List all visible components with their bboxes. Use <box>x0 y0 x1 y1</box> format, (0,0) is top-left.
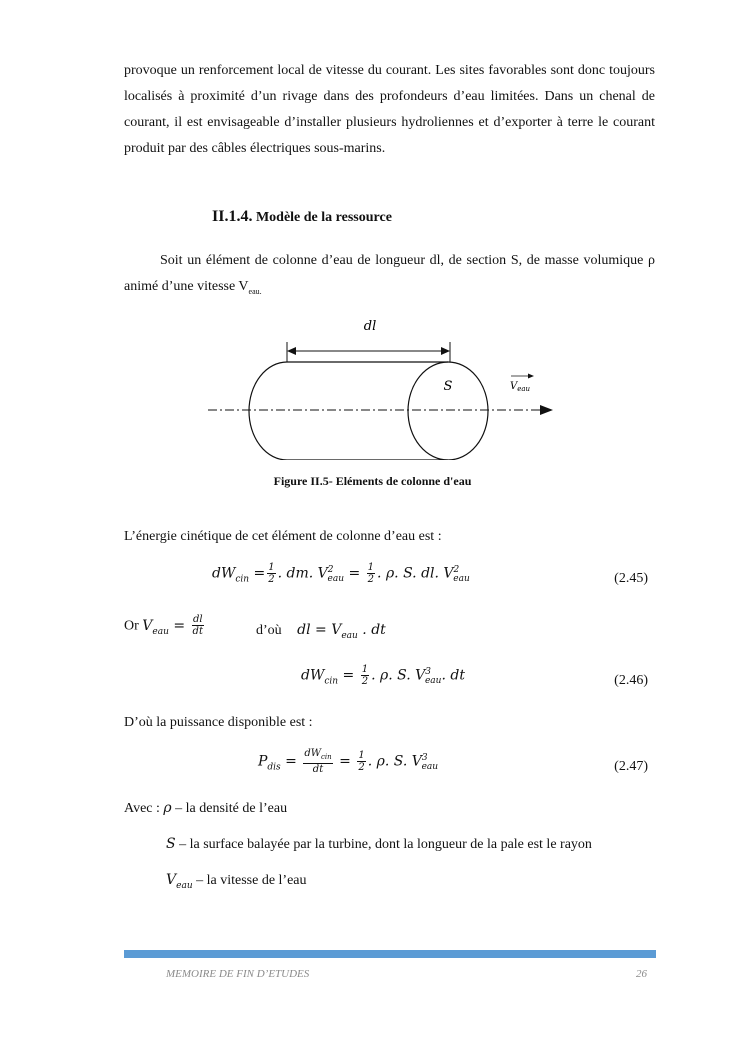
frac-half-1: $\frac{1}{2}$ <box>268 562 275 585</box>
element-paragraph-subscript: eau. <box>248 286 262 296</box>
rho-symbol: ρ <box>163 800 172 816</box>
avec-label: Avec : <box>124 801 160 816</box>
s-symbol: S <box>166 836 176 852</box>
section-title: Modèle de la ressource <box>255 210 392 225</box>
definition-s <box>166 836 592 853</box>
frac-half-2: $\frac{1}{2}$ <box>367 562 375 585</box>
dou-line <box>256 622 386 641</box>
vector-arrow-head <box>528 374 534 379</box>
figure-label-dl: dl <box>363 319 377 334</box>
equation-2-46: $dW_{cin}$ = $\frac{1}{2}$ . ρ. S. $V^3_{eau}$. dt <box>301 664 465 687</box>
flow-axis-arrow <box>540 405 553 415</box>
s-text: – la surface balayée par la turbine, dont la longueur de la pale est le rayon <box>179 837 592 852</box>
equation-2-47: $P_{dis}$ = $\frac{dW_{cin}}{dt}$ = $\frac{1}{2}$ . ρ. S. $V^3_{eau}$ <box>258 748 439 775</box>
element-paragraph-text: Soit un élément de colonne d’eau de longueur dl, de section S, de masse volumique ρ animé d’une vitesse V <box>124 253 655 294</box>
cylinder-left-end <box>249 362 448 460</box>
cylinder-section-ellipse <box>408 362 488 460</box>
or-line <box>124 614 206 637</box>
definition-rho <box>124 800 287 817</box>
frac-half-4: $\frac{1}{2}$ <box>358 750 365 773</box>
cylinder-top-edge <box>287 362 450 460</box>
footer-page-number: 26 <box>636 968 647 980</box>
frac-half-3: $\frac{1}{2}$ <box>361 664 369 687</box>
power-intro: D’où la puissance disponible est : <box>124 715 313 730</box>
equation-2-45: $dW_{cin}$ = $\frac{1}{2}$ . dm. $V^2_{eau}$ = $\frac{1}{2}$ . ρ. S. dl. $V^2_{eau}$ <box>212 562 470 585</box>
v-symbol: $V_{eau}$ <box>166 872 193 891</box>
equation-number-2-46: (2.46) <box>614 673 648 688</box>
section-number: II.1.4. <box>212 208 253 225</box>
rho-text: – la densité de l’eau <box>175 801 288 816</box>
velocity-definition: $V_{eau}$ = $\frac{dl}{dt}$ <box>142 614 203 637</box>
footer-bar <box>124 950 656 958</box>
frac-dl-dt: $\frac{dl}{dt}$ <box>192 614 203 637</box>
definition-v <box>166 872 307 891</box>
dl-definition: dl = $V_{eau}$ . dt <box>297 622 386 641</box>
energy-intro: L’énergie cinétique de cet élément de colonne d’eau est : <box>124 529 442 544</box>
figure-caption: Figure II.5- Eléments de colonne d'eau <box>273 474 472 488</box>
section-heading <box>212 208 392 226</box>
equation-number-2-47: (2.47) <box>614 759 648 774</box>
element-paragraph <box>124 248 655 305</box>
equation-number-2-45: (2.45) <box>614 571 648 586</box>
or-label: Or <box>124 618 139 634</box>
footer-title: MEMOIRE DE FIN D’ETUDES <box>166 968 310 980</box>
intro-paragraph: provoque un renforcement local de vitesse du courant. Les sites favorables sont donc toujours localisés à proximité d’un rivage dans des profondeurs d’eau limitées. Dans un chenal de courant, il est envisageable d’installer plusieurs hydroliennes et d’exporter à terre le courant produit par des câbles électriques sous-marins. <box>124 63 655 156</box>
frac-dw-dt: $\frac{dW_{cin}}{dt}$ <box>304 748 332 775</box>
dou-label: d’où <box>256 623 282 638</box>
dimension-arrow-left <box>287 347 296 355</box>
dimension-arrow-right <box>441 347 450 355</box>
water-column-figure <box>190 310 570 460</box>
v-text: – la vitesse de l’eau <box>196 873 307 888</box>
figure-label-v: $V_{eau}$ <box>510 381 531 393</box>
figure-label-s: S <box>443 379 453 394</box>
